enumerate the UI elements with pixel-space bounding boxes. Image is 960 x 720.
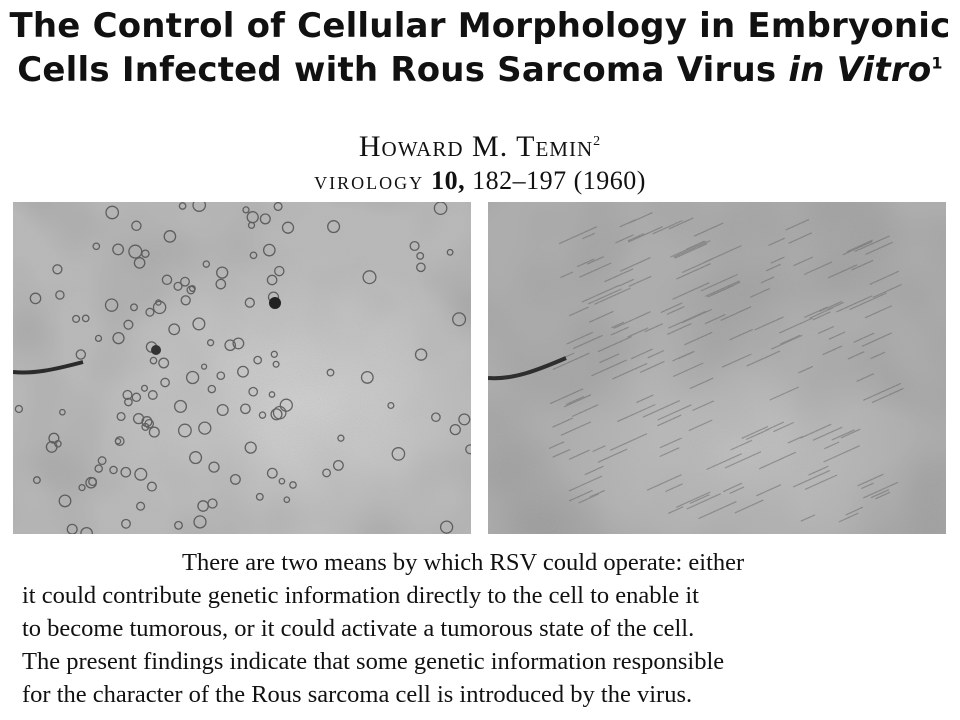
journal-pages-year: 182–197 (1960) (472, 166, 646, 195)
author-name: Howard M. Temin (358, 130, 594, 163)
uninfected-cells-micrograph-image (13, 202, 471, 534)
journal-name: virology (314, 166, 425, 195)
transformed-cells-micrograph-image (488, 202, 946, 534)
body-paragraph (22, 546, 952, 711)
body-line: for the character of the Rous sarcoma cell is introduced by the virus. (22, 681, 693, 708)
paper-title (0, 4, 960, 92)
micrograph-left (13, 202, 471, 534)
body-line: The present findings indicate that some genetic information responsible (22, 648, 725, 675)
micrograph-right (488, 202, 946, 534)
journal-volume: 10, (431, 166, 466, 195)
body-line: to become tumorous, or it could activate a tumorous state of the cell. (22, 615, 695, 642)
title-main-text: The Control of Cellular Morphology in Embryonic Cells Infected with Rous Sarcoma Virus (9, 6, 951, 90)
body-line: it could contribute genetic information directly to the cell to enable it (22, 582, 699, 609)
citation-line (0, 166, 960, 196)
body-line: There are two means by which RSV could operate: either (182, 549, 745, 576)
title-italic-text: in Vitro (788, 50, 932, 90)
title-footnote-marker: 1 (931, 53, 943, 73)
author-footnote-marker: 2 (593, 134, 602, 149)
author-line (0, 130, 960, 164)
